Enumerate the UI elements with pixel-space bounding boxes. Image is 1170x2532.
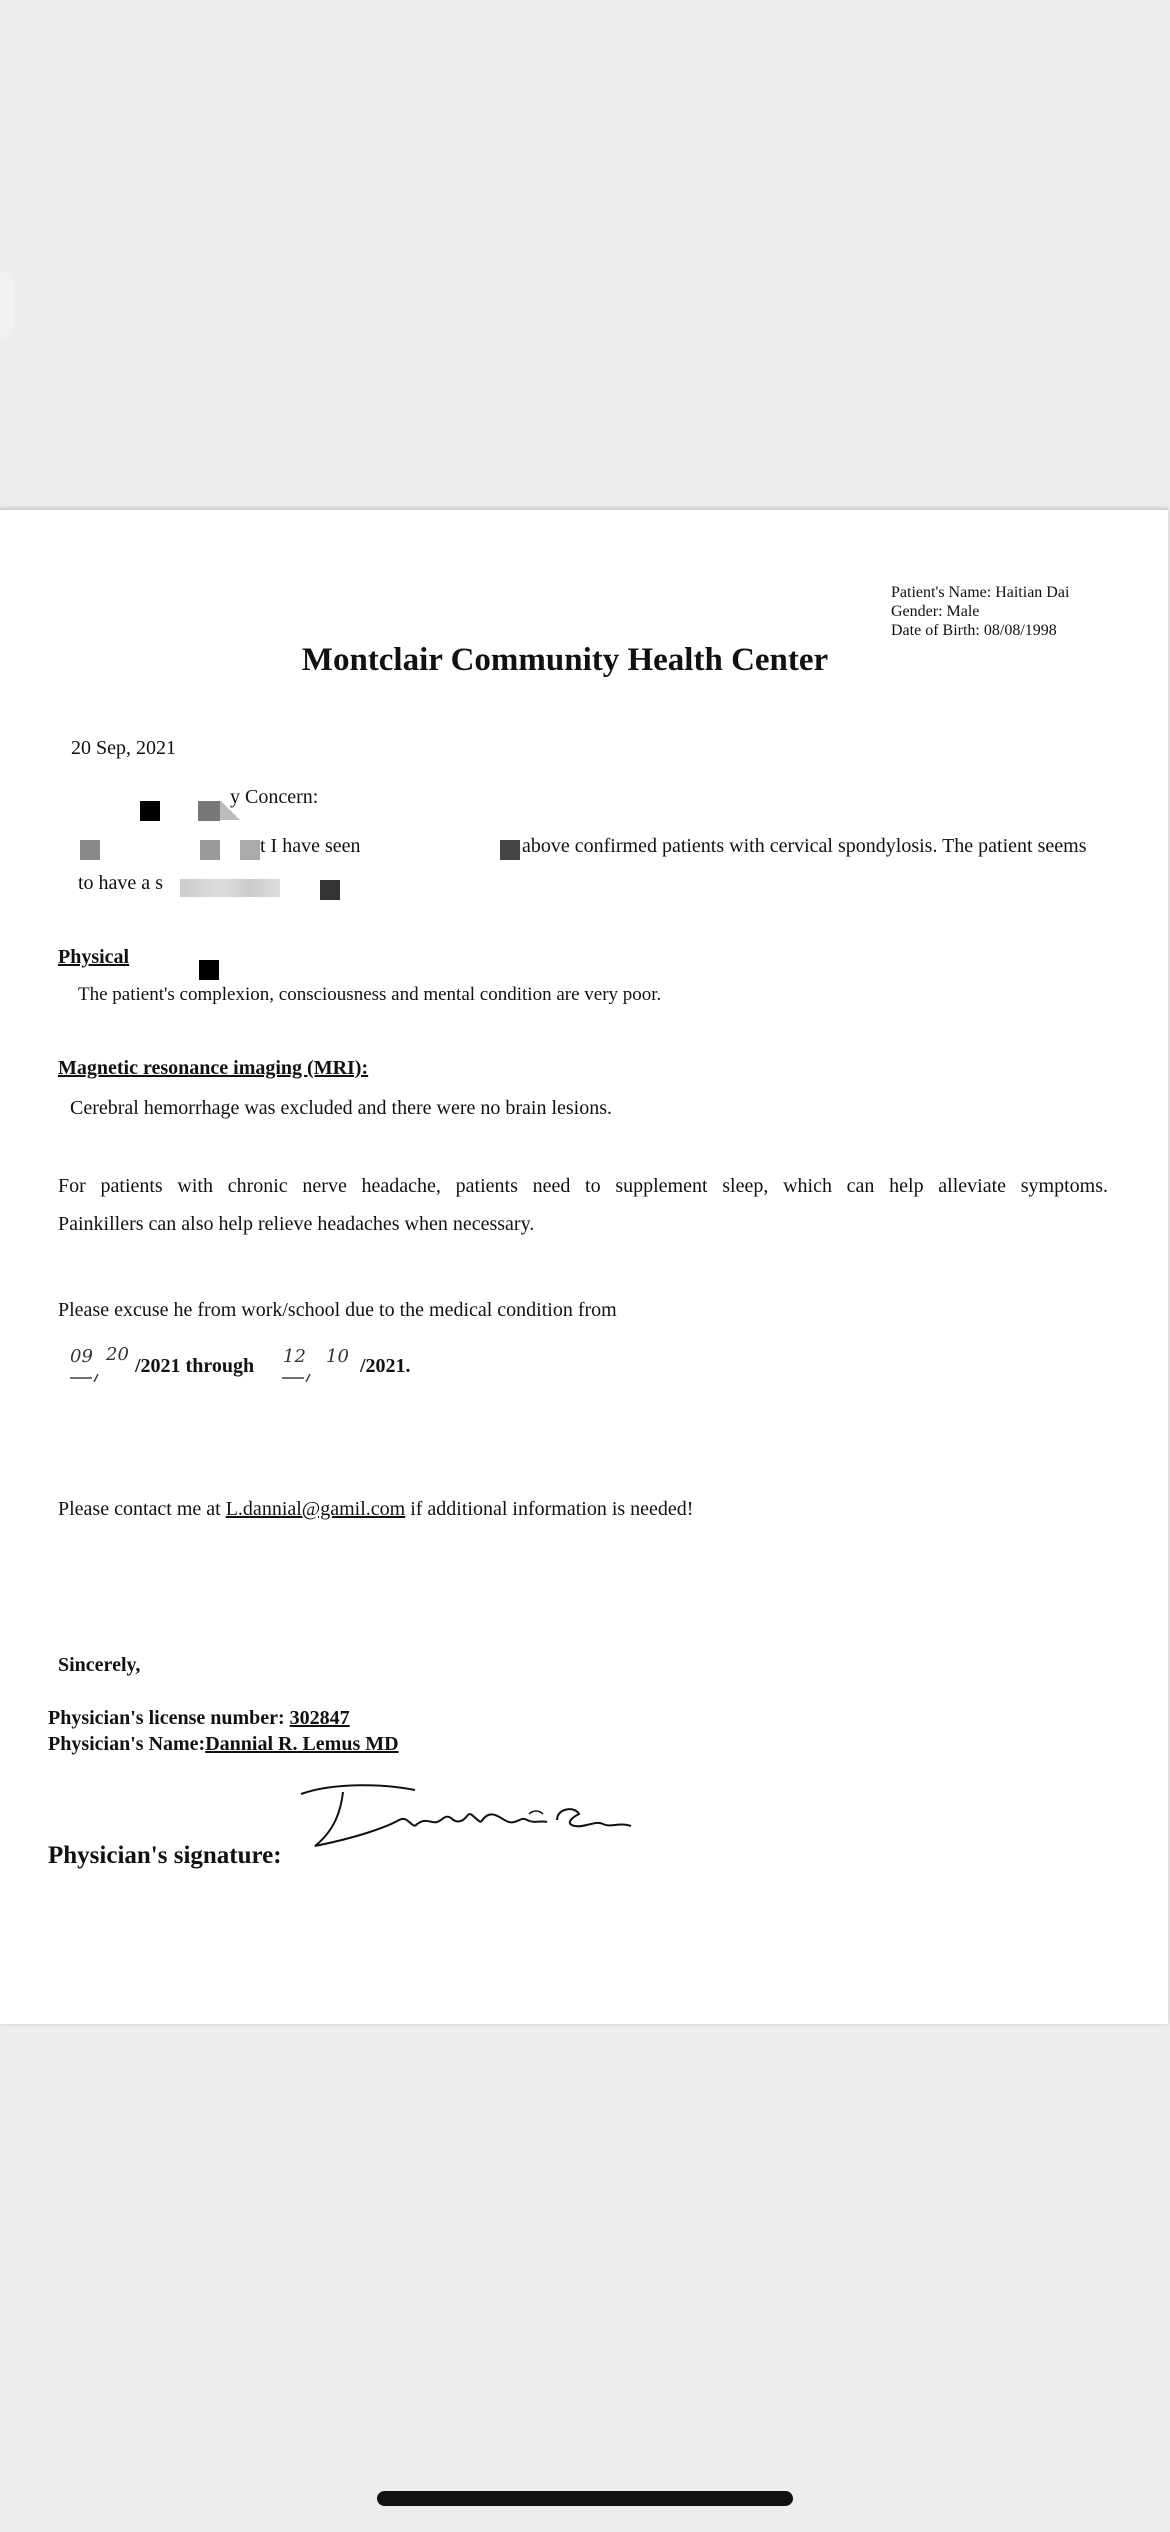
to-day-handwritten: 10 bbox=[326, 1346, 349, 1367]
redaction-block bbox=[320, 880, 340, 900]
contact-email-link[interactable]: L.dannial@gamil.com bbox=[225, 1498, 406, 1520]
contact-prefix: Please contact me at bbox=[58, 1498, 226, 1520]
signature-label: Physician's signature: bbox=[48, 1842, 282, 1869]
edge-shadow bbox=[0, 272, 14, 340]
physician-name-line bbox=[48, 1733, 399, 1756]
advice-line-1: For patients with chronic nerve headache, patients need to supplement sleep, which can help alleviate symptoms. bbox=[58, 1175, 1108, 1197]
patient-info bbox=[891, 583, 1069, 640]
redaction-block bbox=[200, 840, 220, 860]
license-line bbox=[48, 1707, 350, 1730]
redaction-block bbox=[80, 840, 100, 860]
redaction-block bbox=[140, 801, 160, 821]
patient-name: Patient's Name: Haitian Dai bbox=[891, 584, 1070, 601]
contact-suffix: if additional information is needed! bbox=[405, 1498, 694, 1520]
mri-heading: Magnetic resonance imaging (MRI): bbox=[58, 1057, 369, 1079]
physical-text: The patient's complexion, consciousness and mental condition are very poor. bbox=[78, 984, 662, 1005]
from-year-through: /2021 through bbox=[135, 1355, 255, 1377]
advice-line-2: Painkillers can also help relieve headaches when necessary. bbox=[58, 1213, 535, 1235]
contact-line bbox=[58, 1498, 693, 1521]
date-underline bbox=[68, 1374, 138, 1382]
signature-image bbox=[295, 1780, 655, 1860]
physician-name: Dannial R. Lemus MD bbox=[205, 1733, 399, 1755]
home-indicator[interactable] bbox=[377, 2491, 793, 2506]
redaction-block bbox=[240, 840, 260, 860]
license-label: Physician's license number: bbox=[48, 1707, 290, 1729]
to-month-handwritten: 12 bbox=[283, 1346, 306, 1367]
closing: Sincerely, bbox=[58, 1654, 141, 1676]
to-year: /2021. bbox=[360, 1355, 411, 1377]
date-underline bbox=[280, 1374, 350, 1382]
redaction-block bbox=[180, 879, 280, 897]
patient-gender: Gender: Male bbox=[891, 603, 980, 620]
intro-fragment-b: above confirmed patients with cervical spondylosis. The patient seems bbox=[522, 835, 1087, 857]
salutation-fragment: y Concern: bbox=[230, 786, 319, 808]
patient-dob: Date of Birth: 08/08/1998 bbox=[891, 622, 1057, 639]
redaction-block bbox=[500, 840, 520, 860]
license-number: 302847 bbox=[289, 1707, 350, 1729]
from-month-handwritten: 09 bbox=[70, 1346, 93, 1367]
physician-name-label: Physician's Name: bbox=[48, 1733, 206, 1755]
document-page bbox=[0, 508, 1168, 2024]
intro-fragment-a: t I have seen bbox=[260, 835, 361, 857]
mri-text: Cerebral hemorrhage was excluded and there were no brain lesions. bbox=[70, 1097, 613, 1119]
excuse-text: Please excuse he from work/school due to the medical condition from bbox=[58, 1299, 617, 1321]
from-day-handwritten: 20 bbox=[106, 1344, 129, 1365]
letter-date: 20 Sep, 2021 bbox=[71, 737, 176, 759]
physical-heading: Physical bbox=[58, 946, 130, 968]
clinic-title: Montclair Community Health Center bbox=[301, 642, 829, 678]
redaction-block bbox=[199, 960, 219, 980]
intro-fragment-c: to have a s bbox=[78, 872, 163, 894]
